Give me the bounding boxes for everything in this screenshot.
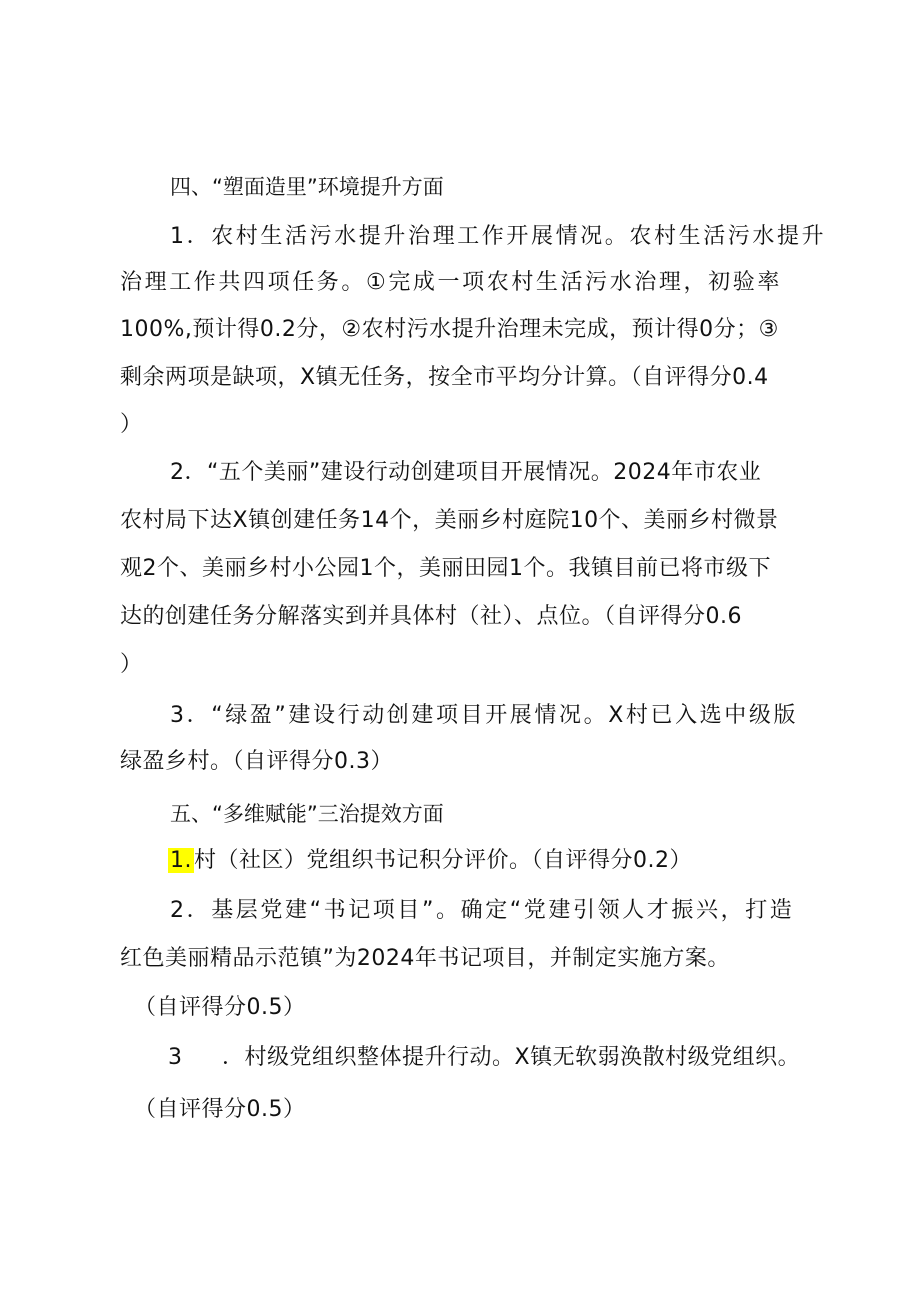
s5-item3-line2: （自评得分0.5）: [134, 1097, 306, 1122]
s5-item1: [168, 846, 692, 876]
s4-item2-line1: 2．“五个美丽”建设行动创建项目开展情况。2024年市农业: [170, 460, 762, 485]
s4-item2-line4: 达的创建任务分解落实到并具体村（社）、点位。（自评得分0.6: [120, 604, 742, 629]
s5-item2-line2: 红色美丽精品示范镇”为2024年书记项目，并制定实施方案。: [120, 946, 730, 971]
s5-item2-line1: 2．基层党建“书记项目”。确定“党建引领人才振兴，打造: [170, 898, 795, 923]
s5-item1-text: 村（社区）党组织书记积分评价。（自评得分0.2）: [194, 848, 692, 873]
s5-item1-number-highlight: 1.: [170, 848, 192, 873]
s4-item1-line5: ）: [120, 412, 143, 437]
s4-item2-line5: ）: [120, 652, 143, 677]
s4-item1-line4: 剩余两项是缺项，X镇无任务，按全市平均分计算。（自评得分0.4: [120, 365, 769, 390]
s5-item3-number: 3: [168, 1045, 183, 1070]
s4-item2-line3: 观2个、美丽乡村小公园1个，美丽田园1个。我镇目前已将市级下: [120, 556, 771, 581]
s4-item3-line2: 绿盈乡村。（自评得分0.3）: [120, 749, 393, 774]
s4-item1-line3: 100%,预计得0.2分，②农村污水提升治理未完成，预计得0分；③: [120, 317, 779, 342]
s5-item3-line1: [168, 1043, 800, 1073]
s4-item3-line1: 3．“绿盈”建设行动创建项目开展情况。X村已入选中级版: [170, 703, 799, 728]
s4-item2-line2: 农村局下达X镇创建任务14个，美丽乡村庭院10个、美丽乡村微景: [120, 508, 779, 533]
s4-item1-line2: 治理工作共四项任务。①完成一项农村生活污水治理，初验率: [120, 270, 782, 295]
s4-item1-line1: 1．农村生活污水提升治理工作开展情况。农村生活污水提升: [170, 224, 827, 249]
section-5-heading: 五、“多维赋能”三治提效方面: [170, 802, 444, 826]
section-4-heading: 四、“塑面造里”环境提升方面: [170, 175, 444, 199]
s5-item3-text: ．村级党组织整体提升行动。X镇无软弱涣散村级党组织。: [222, 1045, 801, 1070]
s5-item2-line3: （自评得分0.5）: [134, 995, 306, 1020]
